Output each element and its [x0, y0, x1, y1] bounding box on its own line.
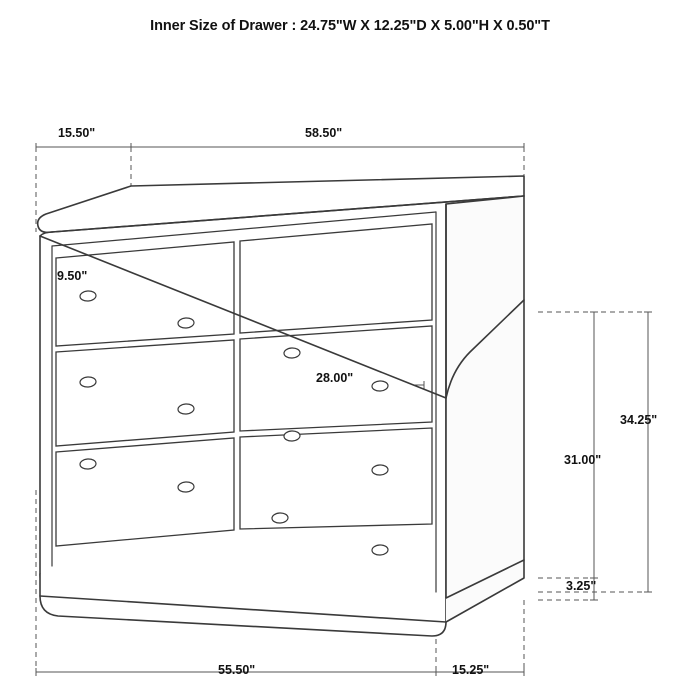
dim-base-depth: 15.25" — [452, 663, 490, 677]
page-title: Inner Size of Drawer : 24.75"W X 12.25"D X 5.00"H X 0.50"T — [150, 18, 550, 34]
dim-base-width: 55.50" — [218, 663, 256, 677]
dim-cabinet-height: 31.00" — [564, 453, 602, 467]
dim-overall-height: 34.25" — [620, 413, 658, 427]
dresser-outline — [38, 176, 524, 636]
dim-base-height: 3.25" — [566, 579, 597, 593]
dim-top-width: 58.50" — [305, 126, 343, 140]
dim-drawer-height: 9.50" — [57, 269, 88, 283]
dim-drawer-width: 28.00" — [316, 371, 354, 385]
dim-top-depth: 15.50" — [58, 126, 96, 140]
